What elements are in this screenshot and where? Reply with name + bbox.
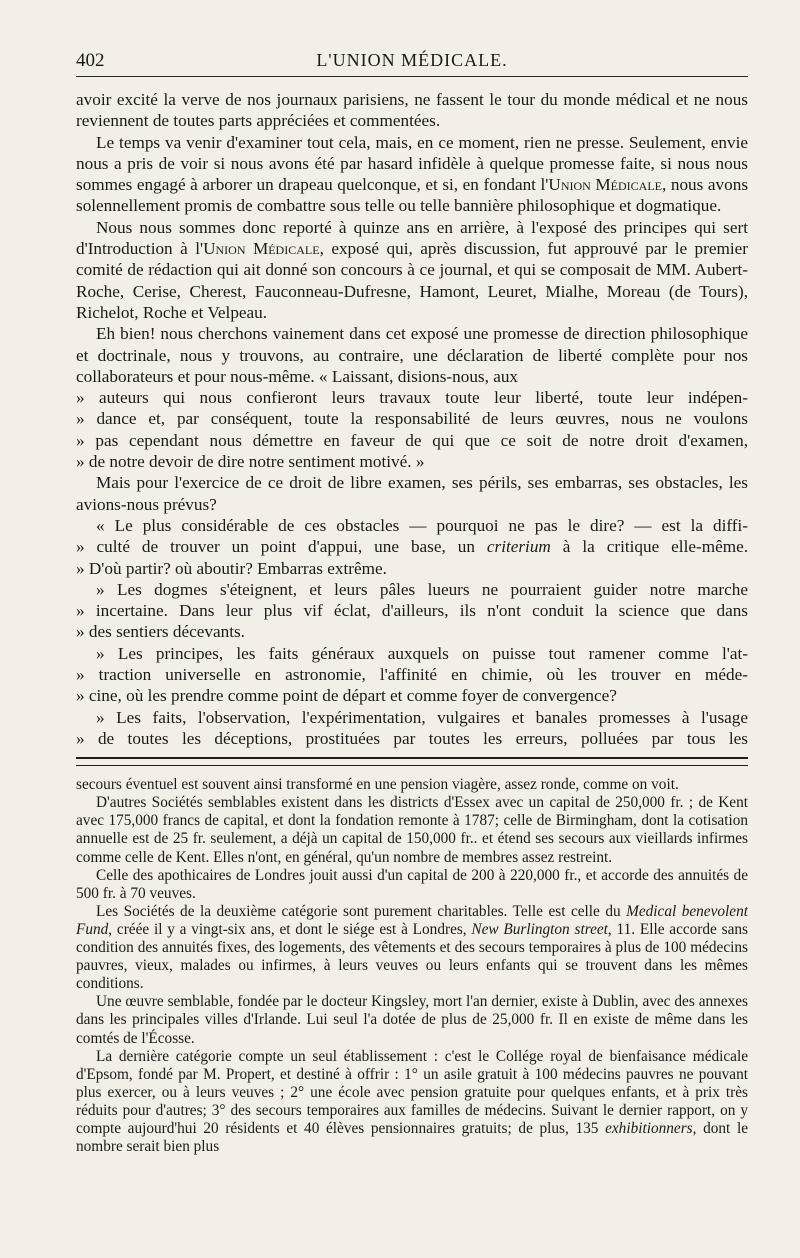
quote-line: » culté de trouver un point d'appui, une base, un criterium à la critique elle-même. [76, 537, 748, 557]
italic-name: Medical benevolent Fund [76, 902, 748, 938]
paragraph: Nous nous sommes donc reporté à quinze ans en arrière, à l'exposé des principes qui sert d'Introduction à l'Union Médicale, exposé qui, après discussion, fut approuvé par le premier comité de rédaction qui ait donné son concours à ce journal, et qui se composait de MM. Aubert-Roche, Cerise, Cherest, Fauconneau-Dufresne, Hamont, Leuret, Mialhe, Moreau (de Tours), Richelot, Roche et Velpeau. [76, 217, 748, 322]
feuilleton-section [76, 776, 748, 1156]
quote-line: » de notre devoir de dire notre sentiment motivé. » [76, 452, 425, 472]
quote-line: » traction universelle en astronomie, l'affinité en chimie, où les trouver en méde- [76, 665, 748, 685]
paragraph: D'autres Sociétés semblables existent dans les districts d'Essex avec un capital de 250,000 fr. ; de Kent avec 175,000 francs de capital, et dont la fondation remonte à 1787; celle de Birmingham, dont la cotisation annuelle est de 25 fr. seulement, a déjà un capital de 150,000 fr.. et étend ses secours aux vieillards infirmes comme celle de Kent. Elles n'ont, en général, qu'un nombre de membres assez restreint. [76, 794, 748, 866]
paragraph: Une œuvre semblable, fondée par le docteur Kingsley, mort l'an dernier, existe à Dublin, avec des annexes dans les principales villes d'Irlande. Lui seul l'a dotée de plus de 25,000 fr. Il en existe de même dans les comtés de l'Écosse. [76, 993, 748, 1047]
page-number: 402 [76, 50, 105, 71]
quote-line: » auteurs qui nous confieront leurs travaux toute leur liberté, toute leur indépen- [76, 388, 748, 408]
quotation [76, 387, 748, 472]
quote-line: » Les dogmes s'éteignent, et leurs pâles lueurs ne pourraient guider notre marche [96, 579, 748, 599]
journal-name: Union Médicale [548, 175, 662, 195]
journal-name: Union Médicale [203, 239, 320, 259]
feuilleton-divider [76, 757, 748, 766]
quote-line: » de toutes les déceptions, prostituées par toutes les erreurs, polluées par tous les [76, 728, 748, 748]
quotation [76, 707, 748, 750]
paragraph: Eh bien! nous cherchons vainement dans cet exposé une promesse de direction philosophique et doctrinale, nous y trouvons, au contraire, une déclaration de liberté complète pour nos collaborateurs et pour nous-même. « Laissant, disions-nous, aux [76, 324, 748, 386]
quote-line: » pas cependant nous démettre en faveur de qui que ce soit de notre droit d'examen, [76, 430, 748, 450]
page-header [76, 42, 748, 70]
main-article [76, 89, 748, 749]
italic-term: exhibitionners [605, 1119, 693, 1137]
paragraph: secours éventuel est souvent ainsi transformé en une pension viagère, assez ronde, comme on voit. [76, 776, 679, 794]
quote-line: « Le plus considérable de ces obstacles — pourquoi ne pas le dire? — est la diffi- [96, 515, 748, 535]
quotation [76, 515, 748, 579]
paragraph: Mais pour l'exercice de ce droit de libre examen, ses périls, ses embarras, ses obstacles, les avions-nous prévus? [76, 473, 748, 514]
quote-line: » Les faits, l'observation, l'expérimentation, vulgaires et banales promesses à l'usage [96, 707, 748, 727]
paragraph: Le temps va venir d'examiner tout cela, mais, en ce moment, rien ne presse. Seulement, envie nous a pris de voir si nous avons été par hasard infidèle à quelque promesse faite, si nous nous sommes engagé à arborer un drapeau quelconque, et si, en fondant l'Union Médicale, nous avons solennellement promis de combattre sous telle ou telle bannière philosophique et dogmatique. [76, 132, 749, 216]
quote-line: » des sentiers décevants. [76, 622, 245, 642]
quotation [76, 579, 748, 643]
quote-line: » incertaine. Dans leur plus vif éclat, d'ailleurs, ils n'ont conduit la science que dans [76, 601, 748, 621]
quotation [76, 643, 748, 707]
paragraph: Celle des apothicaires de Londres jouit aussi d'un capital de 200 à 220,000 fr., et accorde des annuités de 500 fr. à 70 veuves. [76, 866, 748, 902]
header-rule [76, 76, 748, 77]
paragraph: La dernière catégorie compte un seul établissement : c'est le Collége royal de bienfaisance médicale d'Epsom, fondé par M. Propert, et destiné à offrir : 1° un asile gratuit à 100 médecins pauvres ne pouvant plus exercer, ou à leurs veuves ; 2° une école avec pension gratuite pour quelques enfants, et à prix très réduits pour d'autres; 3° des secours temporaires aux familles de médecins. Suivant le dernier rapport, on y compte aujourd'hui 20 résidents et 40 élèves pensionnaires gratuits; de plus, 135 exhibitionners, dont le nombre serait bien plus [76, 1047, 748, 1156]
quote-line: » cine, où les prendre comme point de départ et comme foyer de convergence? [76, 686, 617, 706]
paragraph: avoir excité la verve de nos journaux parisiens, ne fassent le tour du monde médical et ne nous reviennent de toutes parts appréciées et commentées. [76, 90, 748, 131]
quote-line: » Les principes, les faits généraux auxquels on puisse tout ramener comme l'at- [96, 643, 748, 663]
italic-address: New Burlington street [471, 920, 608, 938]
italic-term: criterium [486, 537, 551, 557]
paragraph: Les Sociétés de la deuxième catégorie sont purement charitables. Telle est celle du Medical benevolent Fund, créée il y a vingt-six ans, et dont le siége est à Londres, New Burlington street, 11. Elle accorde sans condition des annuités fixes, des logements, des vêtements et des secours temporaires à plus de 100 médecins pauvres, vieux, malades ou infirmes, à leurs veuves ou leurs enfants qui se trouvent dans les mêmes conditions. [76, 902, 748, 993]
quote-line: » D'où partir? où aboutir? Embarras extrême. [76, 558, 387, 578]
running-title: L'UNION MÉDICALE. [316, 50, 508, 70]
quote-line: » dance et, par conséquent, toute la responsabilité de leurs œuvres, nous ne voulons [76, 409, 748, 429]
